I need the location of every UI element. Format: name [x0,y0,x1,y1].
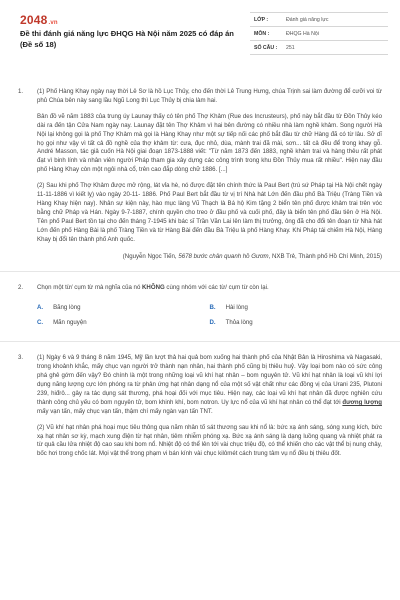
option-b[interactable] [210,301,383,316]
meta-label: LỚP : [254,16,269,23]
logo-suffix: .vn [48,20,58,26]
source-publisher: , NXB Trẻ, Thành phố Hồ Chí Minh, 2015) [268,252,382,260]
question-number: 1. [18,88,24,95]
passage-paragraph [37,354,382,416]
option-letter: D. [209,319,216,327]
question-3 [0,354,400,459]
passage-paragraph: (1) Phố Hàng Khay ngày nay thời Lê Sơ là hồ Lục Thủy, cho đến thời Lê Trung Hưng, chúa Trịnh sai làm đường để cưỡi voi từ phủ Chúa bên này sang lầu Ngũ Long thì Lục Thủy bị chia làm hai. [37,88,382,104]
passage-paragraph: Bản đồ vẽ năm 1883 của trung úy Launay thấy có tên phố Thợ Khảm (Rue des Incrusteurs), phố này bắt đầu từ Đồn Thủy kéo dài ra đến tận Cửa Nam ngày nay. Launay đặt tên Thợ Khảm vì hai bên đường có nhiều nhà làm nghề khảm. Song người Hà Nội lại không gọi là phố Thợ Khảm mà gọi là Hàng Khay như một sự tiếp nối các phố bắt đầu từ chữ Hàng đã có từ lâu. Sở dĩ họ gọi như vậy vì tất cả đồ nghề của thợ khảm từ: cưa, đục nhỏ, dùa, mành trai đã mài, sơn... tất cả đều để trong khay gỗ. André Masson, tác giả cuốn Hà Nội giai đoạn 1873-1888 viết: "Từ năm 1873 đến 1883, nghề khảm trai và hàng thêu rất phát đạt vì binh lính và nhân viên người Pháp tham gia xây dựng các công trình trong khu Đồn Thủy mua rất nhiều". Hiện nay đầu phố Hàng Khay còn một ngôi nhà cổ, trên cao đắp dòng chữ 1886. [...] [37,112,382,174]
option-letter: C. [37,319,44,327]
site-logo[interactable] [20,13,58,27]
passage-paragraph: (2) Sau khi phố Thợ Khảm được mở rộng, lát vỉa hè, nó được đặt tên chính thức là Paul Bert (trú sứ Pháp tại Hà Nội chết ngày 11-11-1886 vì kiết lỵ) vào ngày 20-11- 1886. Phố Paul Bert bắt đầu từ vị trí Nhà hát Lớn đến đầu phố Bà Triệu (Tràng Tiền và Hàng Khay hiện nay). Nhân sự kiện này, hào mục làng Vũ Thạch là Bá hộ Kim tặng 2 biển tên phố được khảm trai trên vóc bằng chữ Pháp và Hán. Ngày 9-7-1887, chính quyền cho treo ở đầu phố và cuối phố, đây là biển tên phố đầu tiên ở Hà Nội. Tên phố Paul Bert tồn tại cho đến tháng 7-1945 khi bác sĩ Trần Văn Lai lên làm thị trưởng, ông đã cho đổi tên đoạn từ Nhà hát Lớn đến phố Hàng Bài là phố Tràng Tiền và từ Hàng Bài đến đầu Bà Triệu là phố Hàng Khay. Khi Pháp tái chiếm Hà Nội, Hàng Khay bị đổi tên thành phố Anh quốc. [37,182,382,243]
option-d[interactable] [210,316,383,331]
passage-text: (1) Ngày 6 và 9 tháng 8 năm 1945, Mỹ lần lượt thả hai quả bom xuống hai thành phố của Nhật Bản là Hiroshima và Nagasaki, trong khoảnh khắc, mấy chục vạn người trở thành nạn nhân, hai thành phố cũng bị thiêu huỷ. Vậy loại bom nào có sức công phá ghê gớm đến vậy? Đó chính là một trong những loại vũ khí hạt nhân – bom nguyên tử. Vũ khí hạt nhân là loại vũ khí lợi dụng năng lượng cực lớn phóng ra từ phản ứng hạt nhân dạng nổ của một số vật chất như các đồng vị của Urani 235, Plutoni 239, hiđrô... gây ra tác dụng sát thương, phá hoại đối với mục tiêu. Hiện nay, các loại vũ khí hạt nhân đã được nghiên cứu thành công chủ yếu có bom nguyên tử, bom khinh khí, bom notron. Uy lực nổ của vũ khí hạt nhân có thể đạt tới [37,354,382,406]
divider [0,341,400,342]
option-letter: A. [37,304,44,312]
stem-text: cùng nhóm với các từ/ cụm từ còn lại. [164,284,269,292]
meta-label: SỐ CÂU : [254,44,278,51]
document-title: Đề thi đánh giá năng lực ĐHQG Hà Nội năm 2025 có đáp án (Đề số 18) [20,29,234,49]
underlined-term: đương lượng [342,398,382,406]
exam-meta-table [250,12,388,55]
passage-text: mấy vạn tấn, mấy chục vạn tấn, thậm chí mấy ngàn vạn tấn TNT. [37,407,213,415]
meta-label: MÔN : [254,30,270,37]
option-text: Thỏa lòng [225,319,253,327]
question-2 [0,284,400,331]
option-a[interactable] [37,301,210,316]
meta-value: ĐHQG Hà Nội [286,30,319,37]
option-text: Mãn nguyện [53,319,87,327]
passage-paragraph: (2) Vũ khí hạt nhân phá hoại mục tiêu thông qua năm nhân tố sát thương sau khi nổ là: bức xạ ánh sáng, sóng xung kích, bức xạ hạt nhân sơ kỳ, mạch xung điện từ hạt nhân, tiêm nhiễm phóng xạ. Bức xạ ánh sáng là dạng luồng quang và nhiệt phát ra từ quả cầu lửa nhiệt độ cao sau khi bom nổ. Nhiệt độ có thể lên tới vài chục triệu độ, có thể khiến cho các vật thể bị nung chảy, bốc hơi trong chốc lát. Mọi vật thể trong phạm vi bán kính vài chục kilômét cách trung tâm vụ nổ đều bị thiêu đốt. [37,423,382,458]
logo-main: 2048 [20,13,48,27]
question-stem [37,284,382,293]
question-1 [0,88,400,261]
meta-value: Đánh giá năng lực [286,16,329,23]
meta-value: 251 [286,44,295,51]
answer-options [37,301,382,331]
meta-row-class [250,13,388,27]
divider [0,271,400,272]
option-text: Hài lòng [225,304,248,312]
question-number: 3. [18,354,24,362]
meta-row-count [250,41,388,55]
question-number: 2. [18,284,24,292]
option-letter: B. [209,304,216,312]
passage-source [37,253,382,262]
source-book: 5678 bước chân quanh hồ Gươm [178,252,269,260]
question-list [0,88,400,466]
header [0,0,400,62]
option-text: Băng lòng [53,304,81,312]
stem-text: Chọn một từ/ cụm từ mà nghĩa của nó [37,284,143,292]
source-author: (Nguyễn Ngọc Tiến, [122,252,179,260]
option-c[interactable] [37,316,210,331]
meta-row-subject [250,27,388,41]
stem-emphasis: KHÔNG [142,284,165,292]
